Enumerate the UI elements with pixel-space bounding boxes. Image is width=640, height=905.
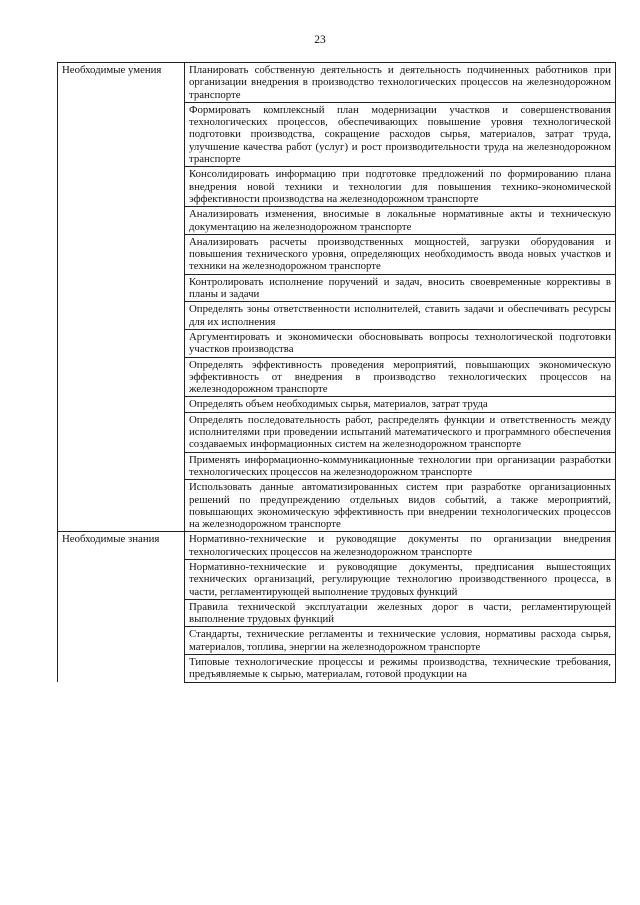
table-row [58,532,616,560]
table-cell-item: Применять информационно-коммуникационные технологии при организации разработки технологических процессов на железнодорожном транспорте [185,452,616,480]
table-cell-item: Консолидировать информацию при подготовке предложений по формированию плана внедрения новой техники и технологии для повышения технико-экономической эффективности производства на железнодорожном транспорте [185,167,616,207]
table-cell-item: Определять объем необходимых сырья, материалов, затрат труда [185,397,616,412]
table-cell-item: Контролировать исполнение поручений и задач, вносить своевременные коррективы в планы и задачи [185,274,616,302]
table-cell-item: Формировать комплексный план модернизации участков и совершенствования технологических процессов, обеспечивающих повышение уровня технологической подготовки производства, сокращение расходов сырья, материалов, затрат труда, улучшение качества работ (услуг) и рост производительности труда на железнодорожном транспорте [185,102,616,166]
table-cell-item: Нормативно-технические и руководящие документы по организации внедрения технологических процессов на железнодорожном транспорте [185,532,616,560]
table-cell-item: Нормативно-технические и руководящие документы, предписания вышестоящих технических организаций, регулирующие технологию производственного процесса, в части, регламентирующей выполнение трудовых функций [185,559,616,599]
page-number: 23 [314,34,326,46]
table-row [58,63,616,103]
table-cell-item: Определять последовательность работ, распределять функции и ответственность между исполнителями при проведении испытаний математического и программного обеспечения создаваемых информационных систем на железнодорожном транспорте [185,412,616,452]
table-cell-item: Анализировать расчеты производственных мощностей, загрузки оборудования и повышения технического уровня, определяющих необходимость ввода новых участков и техники на железнодорожном транспорте [185,234,616,274]
table-cell-item: Правила технической эксплуатации железных дорог в части, регламентирующей выполнение трудовых функций [185,599,616,627]
table-cell-item: Определять эффективность проведения мероприятий, повышающих экономическую эффективность от внедрения в производство технологических процессов на железнодорожном транспорте [185,357,616,397]
table-cell-item: Использовать данные автоматизированных систем при разработке организационных решений по предупреждению отдельных видов событий, а также мероприятий, повышающих экономическую эффективность при внедрении технологических процессов на железнодорожном транспорте [185,480,616,532]
section-label: Необходимые знания [58,532,185,682]
table-cell-item: Стандарты, технические регламенты и технические условия, нормативы расхода сырья, материалов, топлива, энергии на железнодорожном транспорте [185,627,616,655]
table-cell-item: Анализировать изменения, вносимые в локальные нормативные акты и техническую документацию на железнодорожном транспорте [185,207,616,235]
competency-table [57,62,616,683]
table-cell-item: Определять зоны ответственности исполнителей, ставить задачи и обеспечивать ресурсы для их исполнения [185,302,616,330]
table-cell-item: Планировать собственную деятельность и деятельность подчиненных работников при организации внедрения в производство технологических процессов на железнодорожном транспорте [185,63,616,103]
section-label: Необходимые умения [58,63,185,532]
table-cell-item: Типовые технологические процессы и режимы производства, технические требования, предъявляемые к сырью, материалам, готовой продукции на [185,655,616,683]
table-cell-item: Аргументировать и экономически обосновывать вопросы технологической подготовки участков производства [185,329,616,357]
